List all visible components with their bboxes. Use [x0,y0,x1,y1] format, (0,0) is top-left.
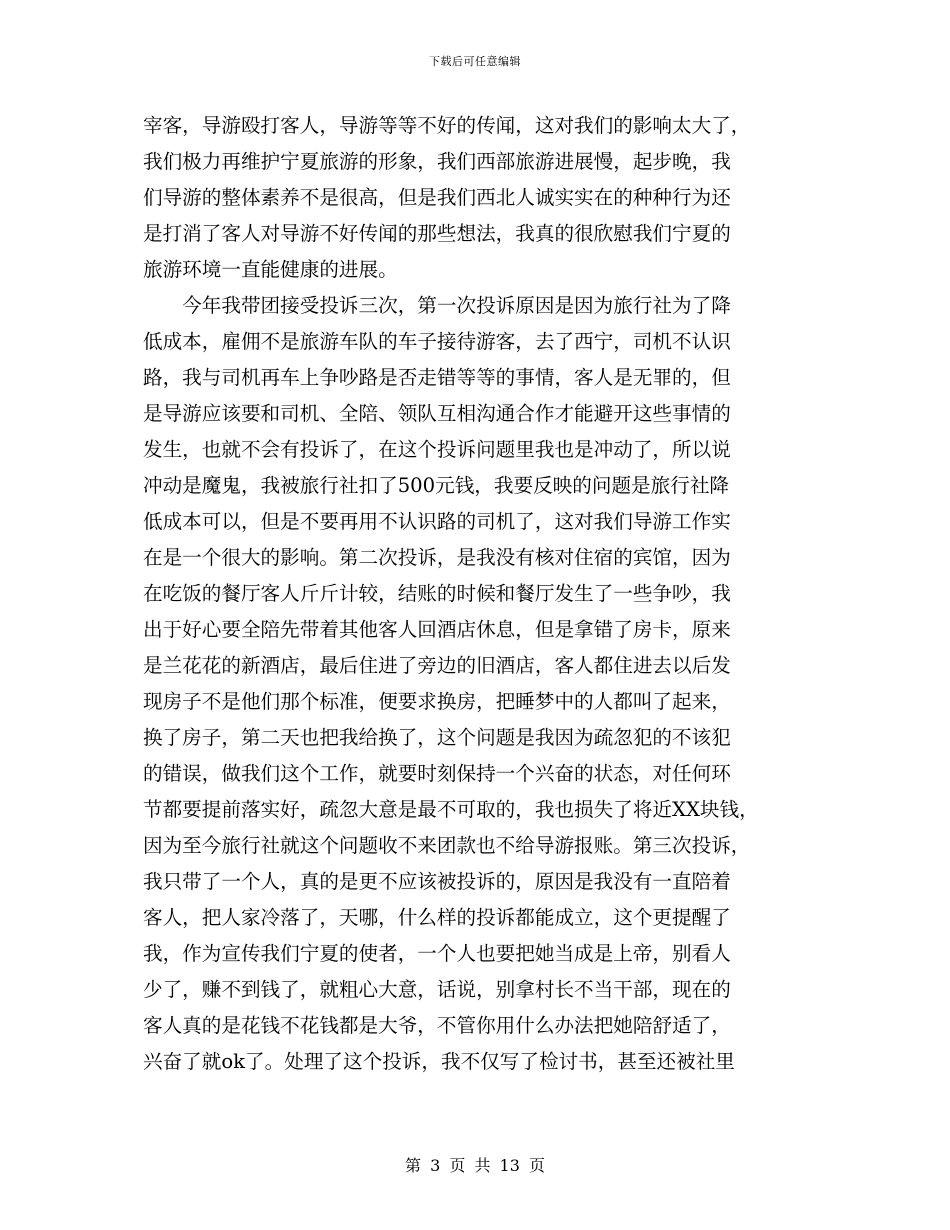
text-line: 冲动是魔鬼，我被旅行社扣了500元钱，我要反映的问题是旅行社降 [143,474,730,497]
text-line: 是打消了客人对导游不好传闻的那些想法，我真的很欣慰我们宁夏的 [143,222,731,245]
text-line: 在吃饭的餐厅客人斤斤计较，结账的时候和餐厅发生了一些争吵，我 [143,582,731,605]
text-line: 兴奋了就ok了。处理了这个投诉，我不仅写了检讨书，甚至还被社里 [143,1050,735,1073]
text-line: 因为至今旅行社就这个问题收不来团款也不给导游报账。第三次投诉， [143,834,751,857]
text-line: 客人真的是花钱不花钱都是大爷，不管你用什么办法把她陪舒适了， [143,1014,731,1037]
text-line: 我，作为宣传我们宁夏的使者，一个人也要把她当成是上帝，别看人 [143,942,731,965]
text-line: 的错误，做我们这个工作，就要时刻保持一个兴奋的状态，对任何环 [143,762,731,785]
text-line: 低成本，雇佣不是旅游车队的车子接待游客，去了西宁，司机不认识 [143,330,731,353]
text-line: 换了房子，第二天也把我给换了，这个问题是我因为疏忽犯的不该犯 [143,726,731,749]
text-line: 我只带了一个人，真的是更不应该被投诉的，原因是我没有一直陪着 [143,870,731,893]
text-line: 路，我与司机再车上争吵路是否走错等等的事情，客人是无罪的，但 [143,366,731,389]
text-line: 出于好心要全陪先带着其他客人回酒店休息，但是拿错了房卡，原来 [143,618,731,641]
text-line: 今年我带团接受投诉三次，第一次投诉原因是因为旅行社为了降 [143,294,731,317]
text-line: 我们极力再维护宁夏旅游的形象，我们西部旅游进展慢，起步晚，我 [143,150,731,173]
text-line: 是导游应该要和司机、全陪、领队互相沟通合作才能避开这些事情的 [143,402,731,425]
text-line: 少了，赚不到钱了，就粗心大意，话说，别拿村长不当干部，现在的 [143,978,731,1001]
text-line: 是兰花花的新酒店，最后住进了旁边的旧酒店，客人都住进去以后发 [143,654,731,677]
text-line: 节都要提前落实好，疏忽大意是最不可取的，我也损失了将近XX块钱， [143,798,759,821]
text-line: 在是一个很大的影响。第二次投诉，是我没有核对住宿的宾馆，因为 [143,546,731,569]
page-header: 下载后可任意编辑 [429,55,521,68]
text-line: 客人，把人家冷落了，天哪，什么样的投诉都能成立，这个更提醒了 [143,906,731,929]
text-line: 低成本可以，但是不要再用不认识路的司机了，这对我们导游工作实 [143,510,731,533]
page-number-footer: 第 3 页 共 13 页 [405,1156,545,1175]
text-line: 们导游的整体素养不是很高，但是我们西北人诚实实在的种种行为还 [143,186,731,209]
text-line: 发生，也就不会有投诉了，在这个投诉问题里我也是冲动了，所以说 [143,438,731,461]
text-line: 现房子不是他们那个标准，便要求换房，把睡梦中的人都叫了起来， [143,690,731,713]
text-line: 宰客，导游殴打客人，导游等等不好的传闻，这对我们的影响太大了， [143,114,751,137]
text-line: 旅游环境一直能健康的进展。 [143,258,398,281]
